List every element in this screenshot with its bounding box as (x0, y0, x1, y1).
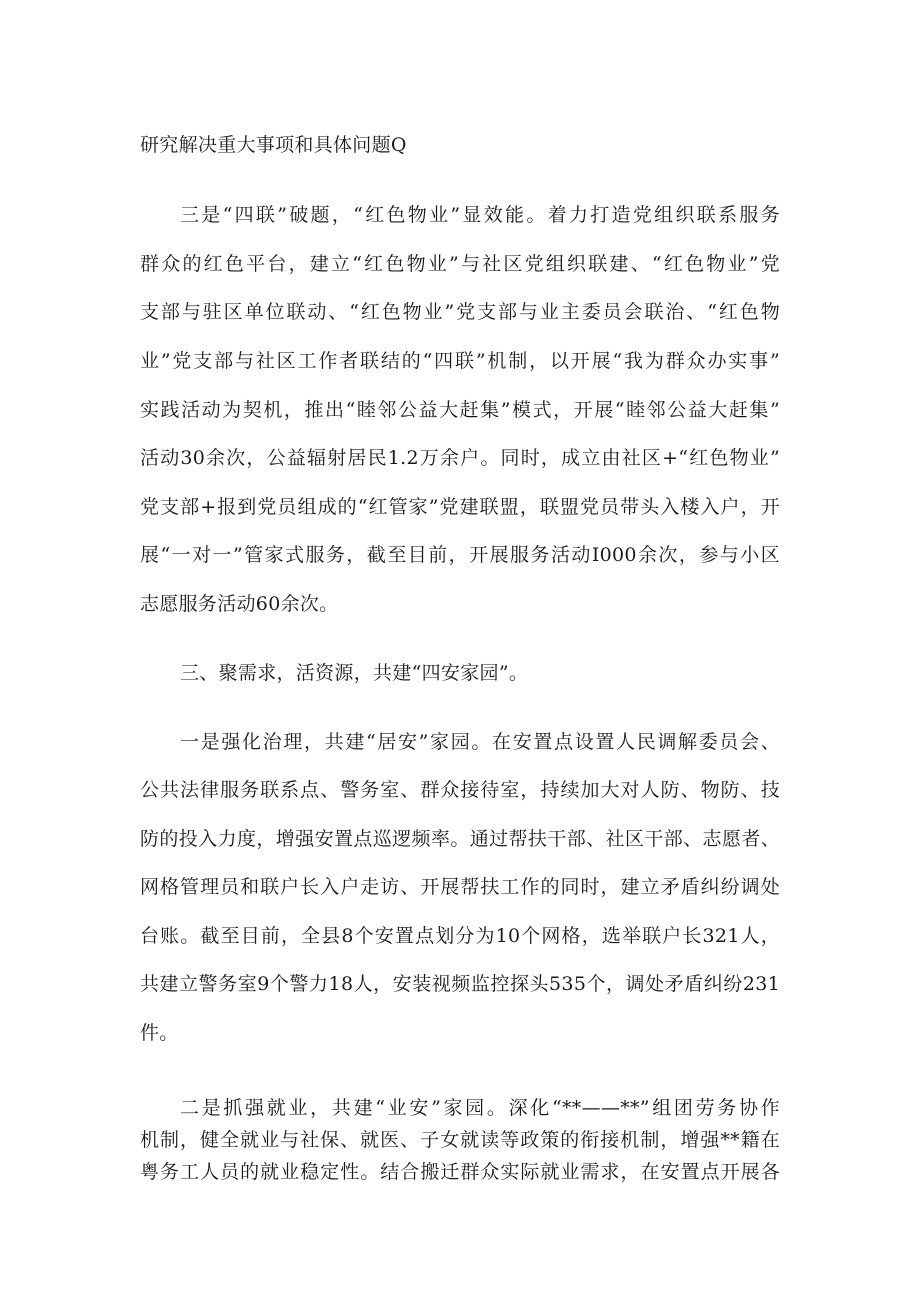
text-line: 业”党支部与社区工作者联结的“四联”机制，以开展“我为群众办实事” (140, 350, 780, 372)
section-heading: 三、聚需求，活资源，共建“四安家园”。 (180, 662, 529, 684)
text-line: 台账。截至目前，全县8个安置点划分为10个网格，选举联户长321人， (140, 925, 780, 947)
text-line: 二是抓强就业，共建“业安”家园。深化“**——**”组团劳务协作 (180, 1097, 780, 1119)
text-line: 一是强化治理，共建“居安”家园。在安置点设置人民调解委员会、 (180, 731, 780, 753)
text-line: 研究解决重大事项和具体问题Q (140, 134, 407, 156)
text-line: 展“一对一”管家式服务，截至目前，开展服务活动I000余次，参与小区 (140, 544, 780, 566)
text-line: 活动30余次，公益辐射居民1.2万余户。同时，成立由社区+“红色物业” (140, 447, 780, 469)
text-line: 粤务工人员的就业稳定性。结合搬迁群众实际就业需求，在安置点开展各 (140, 1161, 780, 1183)
text-line: 机制，健全就业与社保、就医、子女就读等政策的衔接机制，增强**籍在 (140, 1129, 780, 1151)
text-line: 支部与驻区单位联动、“红色物业”党支部与业主委员会联治、“红色物 (140, 301, 780, 323)
text-line: 志愿服务活动60余次。 (140, 593, 339, 615)
text-line: 实践活动为契机，推出“睦邻公益大赶集”模式，开展“睦邻公益大赶集” (140, 399, 780, 421)
text-line: 党支部+报到党员组成的“红管家”党建联盟，联盟党员带头入楼入户，开 (140, 496, 780, 518)
text-line: 三是“四联”破题，“红色物业”显效能。着力打造党组织联系服务 (180, 204, 780, 226)
text-line: 共建立警务室9个警力18人，安装视频监控探头535个，调处矛盾纠纷231 (140, 973, 780, 995)
text-line: 公共法律服务联系点、警务室、群众接待室，持续加大对人防、物防、技 (140, 779, 780, 801)
text-line: 网格管理员和联户长入户走访、开展帮扶工作的同时，建立矛盾纠纷调处 (140, 876, 780, 898)
text-line: 防的投入力度，增强安置点巡逻频率。通过帮扶干部、社区干部、志愿者、 (140, 828, 780, 850)
text-line: 群众的红色平台，建立“红色物业”与社区党组织联建、“红色物业”党 (140, 253, 780, 275)
text-line: 件。 (140, 1022, 179, 1044)
